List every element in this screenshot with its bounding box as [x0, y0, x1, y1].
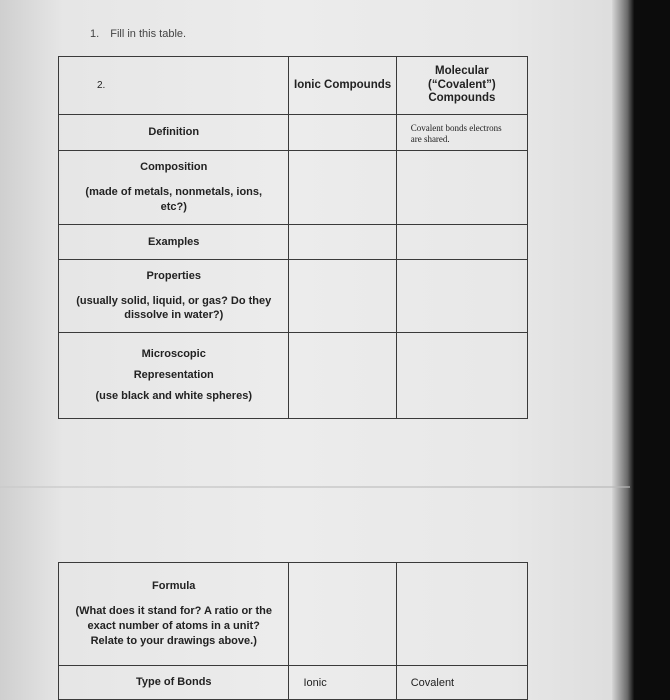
table-row: [59, 333, 528, 419]
examples-molecular-cell[interactable]: [396, 225, 527, 260]
microscopic-label-line1: Microscopic: [141, 348, 206, 361]
examples-label: [59, 225, 289, 260]
examples-ionic-cell[interactable]: [289, 225, 396, 260]
page-edge-shadow: [612, 0, 634, 700]
instruction-text: Fill in this table.: [110, 28, 187, 40]
compounds-table-continued: [58, 562, 528, 700]
molecular-header-line3: Compounds: [428, 92, 496, 105]
definition-molecular-line1: Covalent bonds electrons: [410, 123, 502, 133]
microscopic-ionic-cell[interactable]: [289, 333, 396, 419]
table-row: [59, 666, 528, 700]
properties-label: [59, 260, 289, 333]
composition-ionic-cell[interactable]: [289, 151, 396, 225]
table-row: [59, 151, 528, 225]
formula-ionic-cell[interactable]: [289, 563, 396, 666]
composition-label-text: Composition: [140, 161, 208, 174]
table-row: [59, 115, 528, 151]
microscopic-label-line2: Representation: [133, 369, 214, 382]
properties-molecular-cell[interactable]: [396, 260, 527, 333]
compounds-table: [58, 56, 528, 419]
table-row: [59, 563, 528, 666]
formula-sublabel: (What does it stand for? A ratio or the exact number of atoms in a unit? Relate to your drawings above.): [75, 605, 273, 647]
microscopic-label: [59, 333, 289, 419]
ionic-header: [289, 57, 396, 115]
type-of-bonds-ionic-text: Ionic: [303, 676, 327, 689]
microscopic-molecular-cell[interactable]: [396, 333, 527, 419]
page-fold-line: [0, 486, 630, 488]
composition-molecular-cell[interactable]: [396, 151, 527, 225]
definition-molecular-line2: are shared.: [410, 134, 450, 145]
formula-label-text: Formula: [152, 580, 196, 593]
table-header-row: [59, 57, 528, 115]
instruction-number: 1.: [90, 28, 100, 40]
table-row: [59, 260, 528, 333]
composition-label: [59, 151, 289, 225]
definition-molecular-cell[interactable]: [396, 115, 527, 151]
microscopic-sublabel: (use black and white spheres): [95, 389, 252, 402]
composition-sublabel: (made of metals, nonmetals, ions, etc?): [85, 186, 263, 213]
examples-label-text: Examples: [148, 235, 200, 248]
molecular-header: [396, 57, 527, 115]
definition-ionic-cell[interactable]: [289, 115, 396, 151]
type-of-bonds-molecular-cell[interactable]: [396, 666, 527, 700]
definition-label: [59, 115, 289, 151]
formula-label: [59, 563, 289, 666]
row-number-cell: [59, 57, 289, 115]
row-number: 2.: [97, 80, 106, 91]
definition-label-text: Definition: [148, 126, 200, 139]
formula-molecular-cell[interactable]: [396, 563, 527, 666]
properties-label-text: Properties: [146, 269, 201, 282]
molecular-header-line1: Molecular: [435, 64, 489, 77]
properties-ionic-cell[interactable]: [289, 260, 396, 333]
type-of-bonds-label: [59, 666, 289, 700]
molecular-header-line2: (“Covalent”): [427, 78, 496, 91]
type-of-bonds-molecular-text: Covalent: [410, 676, 455, 689]
type-of-bonds-label-text: Type of Bonds: [135, 676, 212, 689]
properties-sublabel: (usually solid, liquid, or gas? Do they dissolve in water?): [76, 294, 272, 322]
table-row: [59, 225, 528, 260]
ionic-header-text: Ionic Compounds: [294, 78, 392, 91]
type-of-bonds-ionic-cell[interactable]: [289, 666, 396, 700]
instruction-line: [90, 28, 186, 40]
